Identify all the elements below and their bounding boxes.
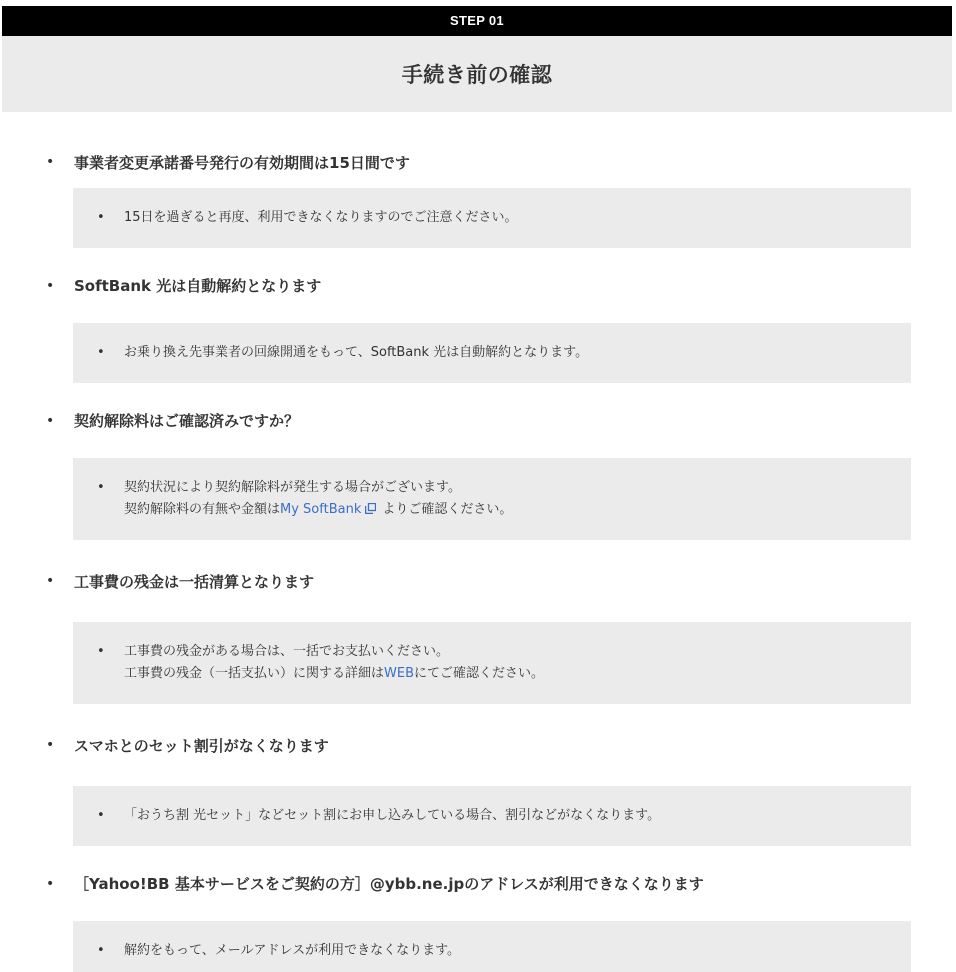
item-detail-line-1: 工事費の残金がある場合は、一括でお支払いください。 bbox=[124, 644, 450, 659]
check-item-cancellation-fee bbox=[2, 383, 952, 540]
item-detail-line-2-pre: 工事費の残金（一括支払い）に関する詳細は bbox=[124, 666, 385, 681]
check-item-validity-period bbox=[2, 136, 952, 248]
check-item-auto-cancel bbox=[2, 248, 952, 383]
external-link-icon[interactable] bbox=[365, 503, 376, 514]
item-detail-line-2 bbox=[124, 663, 911, 685]
bullet: • bbox=[46, 737, 55, 753]
item-detail-text: お乗り換え先事業者の回線開通をもって、SoftBank 光は自動解約となります。 bbox=[124, 345, 589, 360]
detail-bullet: • bbox=[97, 210, 105, 225]
check-item-construction-balance bbox=[2, 540, 952, 704]
item-detail-line-2 bbox=[124, 499, 911, 521]
bullet: • bbox=[46, 875, 55, 892]
page-frame bbox=[2, 6, 952, 972]
item-detail-box bbox=[73, 786, 911, 846]
check-item-set-discount bbox=[2, 704, 952, 846]
item-detail-box bbox=[73, 458, 911, 540]
step-label: STEP 01 bbox=[2, 6, 952, 36]
item-detail-text: 「おうち割 光セット」などセット割にお申し込みしている場合、割引などがなくなります。 bbox=[124, 808, 661, 823]
detail-bullet: • bbox=[97, 943, 105, 958]
item-detail-box bbox=[73, 188, 911, 248]
item-heading: 工事費の残金は一括清算となります bbox=[74, 572, 315, 591]
item-detail-line-2-post: にてご確認ください。 bbox=[414, 666, 545, 681]
item-detail-text: 解約をもって、メールアドレスが利用できなくなります。 bbox=[124, 943, 461, 958]
item-heading: ［Yahoo!BB 基本サービスをご契約の方］@ybb.ne.jpのアドレスが利用できなくなります bbox=[74, 875, 704, 893]
bullet: • bbox=[46, 412, 55, 429]
page-title: 手続き前の確認 bbox=[401, 63, 553, 87]
checklist bbox=[2, 112, 952, 972]
detail-bullet: • bbox=[97, 480, 105, 495]
item-detail-text: 15日を過ぎると再度、利用できなくなりますのでご注意ください。 bbox=[124, 210, 518, 225]
detail-bullet: • bbox=[97, 808, 105, 823]
item-heading: 契約解除料はご確認済みですか？ bbox=[74, 412, 300, 430]
title-band bbox=[2, 36, 952, 112]
check-item-yahoo-bb-address bbox=[2, 846, 952, 972]
item-heading: スマホとのセット割引がなくなります bbox=[74, 736, 329, 755]
item-detail-box bbox=[73, 323, 911, 383]
bullet: • bbox=[46, 277, 55, 294]
detail-bullet: • bbox=[97, 345, 105, 360]
web-link[interactable]: WEB bbox=[384, 666, 415, 681]
bullet: • bbox=[46, 573, 55, 589]
my-softbank-link[interactable]: My SoftBank bbox=[280, 502, 362, 517]
item-heading: SoftBank 光は自動解約となります bbox=[74, 277, 322, 295]
bullet: • bbox=[46, 154, 55, 170]
item-detail-line-1: 契約状況により契約解除料が発生する場合がございます。 bbox=[124, 480, 461, 495]
detail-bullet: • bbox=[97, 644, 105, 659]
item-detail-line-2-pre: 契約解除料の有無や金額は bbox=[124, 502, 281, 517]
item-detail-box bbox=[73, 622, 911, 704]
item-detail-box bbox=[73, 921, 911, 972]
item-detail-line-2-post: よりご確認ください。 bbox=[382, 502, 513, 517]
item-heading: 事業者変更承諾番号発行の有効期間は15日間です bbox=[74, 153, 410, 172]
